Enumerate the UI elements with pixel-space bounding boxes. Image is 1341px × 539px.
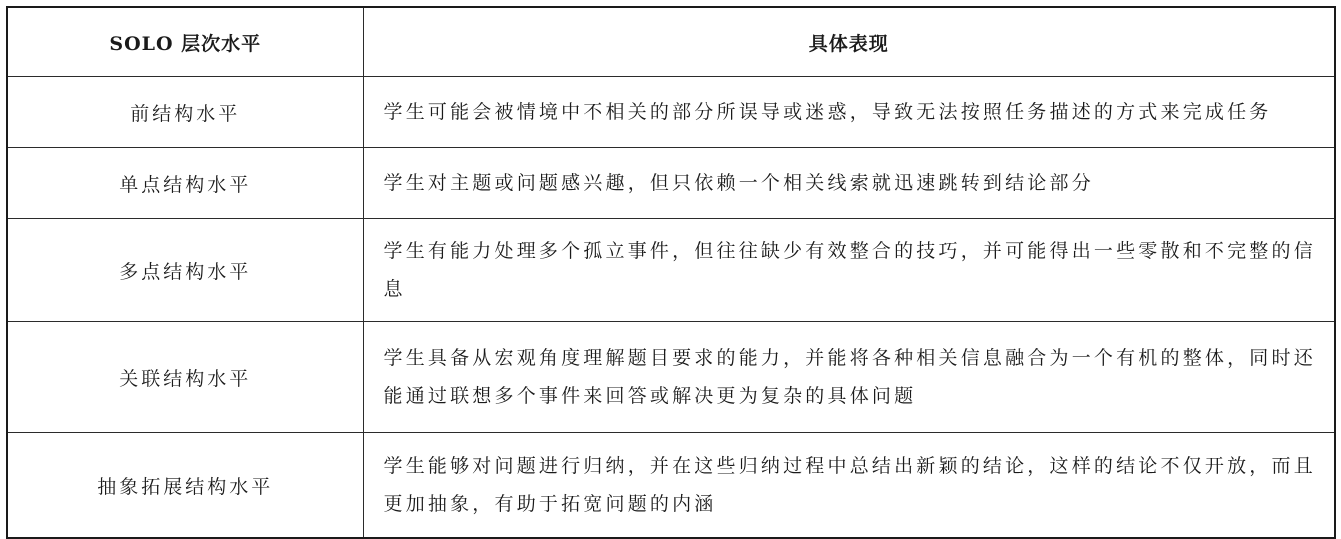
header-solo-level: SOLO 层次水平 (7, 7, 363, 77)
level-cell: 前结构水平 (7, 77, 363, 148)
description-cell: 学生具备从宏观角度理解题目要求的能力，并能将各种相关信息融合为一个有机的整体，同时还能通过联想多个事件来回答或解决更为复杂的具体问题 (363, 322, 1335, 433)
level-cell: 单点结构水平 (7, 148, 363, 219)
level-cell: 多点结构水平 (7, 219, 363, 322)
level-cell: 关联结构水平 (7, 322, 363, 433)
table-row (7, 433, 1335, 539)
level-cell: 抽象拓展结构水平 (7, 433, 363, 539)
header-specific-performance: 具体表现 (363, 7, 1335, 77)
description-cell: 学生对主题或问题感兴趣，但只依赖一个相关线索就迅速跳转到结论部分 (363, 148, 1335, 219)
table-row (7, 77, 1335, 148)
solo-levels-table (6, 6, 1336, 539)
table-header-row (7, 7, 1335, 77)
solo-levels-table-container (6, 6, 1334, 539)
table-row (7, 148, 1335, 219)
description-cell: 学生有能力处理多个孤立事件，但往往缺少有效整合的技巧，并可能得出一些零散和不完整的信息 (363, 219, 1335, 322)
description-cell: 学生可能会被情境中不相关的部分所误导或迷惑，导致无法按照任务描述的方式来完成任务 (363, 77, 1335, 148)
description-cell: 学生能够对问题进行归纳，并在这些归纳过程中总结出新颖的结论，这样的结论不仅开放，而且更加抽象，有助于拓宽问题的内涵 (363, 433, 1335, 539)
table-row (7, 322, 1335, 433)
table-row (7, 219, 1335, 322)
